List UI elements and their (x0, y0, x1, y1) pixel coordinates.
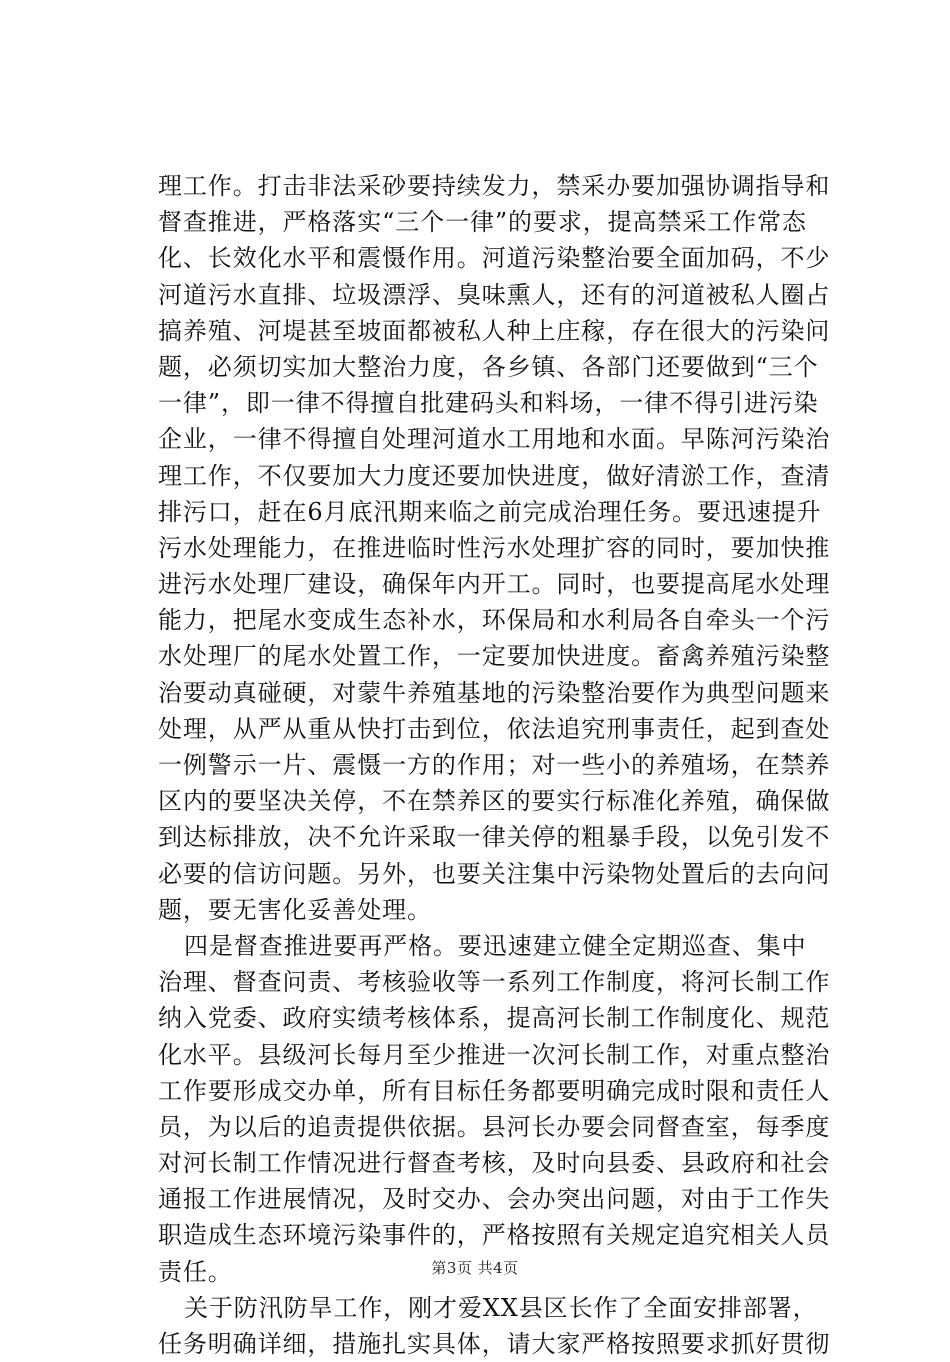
text-line: 进污水处理厂建设，确保年内开工。同时，也要提高尾水处理 (158, 570, 831, 599)
text-line: 理工作。打击非法采砂要持续发力，禁采办要加强协调指导和 (158, 172, 831, 200)
text-line: 化、长效化水平和震慑作用。河道污染整治要全面加码，不少 (158, 244, 831, 273)
paragraph-start-line: 四是督查推进要再严格。要迅速建立健全定期巡查、集中 (184, 931, 807, 960)
text-line: 污水处理能力，在推进临时性污水处理扩容的同时，要加快推 (158, 533, 831, 562)
text-line: 治要动真碰硬，对蒙牛养殖基地的污染整治要作为典型问题来 (158, 678, 831, 707)
text-line: 能力，把尾水变成生态补水，环保局和水利局各自牵头一个污 (158, 606, 831, 635)
text-line: 处理，从严从重从快打击到位，依法追究刑事责任，起到查处 (158, 714, 831, 743)
text-line: 工作要形成交办单，所有目标任务都要明确完成时限和责任人 (158, 1076, 831, 1105)
text-line: 题，要无害化妥善处理。 (158, 895, 432, 924)
text-line: 责任。 (158, 1257, 233, 1286)
text-line: 区内的要坚决关停，不在禁养区的要实行标准化养殖，确保做 (158, 787, 831, 816)
text-line: 到达标排放，决不允许采取一律关停的粗暴手段，以免引发不 (158, 823, 831, 852)
text-line: 化水平。县级河长每月至少推进一次河长制工作，对重点整治 (158, 1040, 831, 1069)
text-line: 任务明确详细，措施扎实具体，请大家严格按照要求抓好贯彻 (158, 1330, 831, 1358)
text-line: 理工作，不仅要加大力度还要加快进度，做好清淤工作，查清 (158, 461, 831, 490)
text-line: 员，为以后的追责提供依据。县河长办要会同督查室，每季度 (158, 1112, 831, 1141)
text-line: 题，必须切实加大整治力度，各乡镇、各部门还要做到“三个 (158, 352, 819, 381)
text-line: 必要的信访问题。另外，也要关注集中污染物处置后的去向问 (158, 859, 831, 888)
text-line: 纳入党委、政府实绩考核体系，提高河长制工作制度化、规范 (158, 1004, 831, 1033)
text-line: 一例警示一片、震慑一方的作用；对一些小的养殖场，在禁养 (158, 751, 831, 779)
page-number-footer: 第3页 共4页 (431, 1259, 519, 1277)
text-line: 搞养殖、河堤甚至坡面都被私人种上庄稼，存在很大的污染问 (158, 316, 831, 345)
text-line: 治理、督查问责、考核验收等一系列工作制度，将河长制工作 (158, 968, 831, 997)
text-line: 对河长制工作情况进行督查考核，及时向县委、县政府和社会 (158, 1149, 831, 1178)
text-line: 一律”，即一律不得擅自批建码头和料场，一律不得引进污染 (158, 389, 819, 418)
text-line: 排污口，赶在6月底汛期来临之前完成治理任务。要迅速提升 (158, 497, 822, 526)
text-line: 水处理厂的尾水处置工作，一定要加快进度。畜禽养殖污染整 (158, 642, 831, 671)
body-text (158, 168, 831, 1362)
text-line: 河道污水直排、垃圾漂浮、臭味熏人，还有的河道被私人圈占 (158, 280, 831, 309)
text-line: 督查推进，严格落实“三个一律”的要求，提高禁采工作常态 (158, 208, 807, 237)
text-line: 职造成生态环境污染事件的，严格按照有关规定追究相关人员 (158, 1221, 831, 1250)
text-line: 企业，一律不得擅自处理河道水工用地和水面。早陈河污染治 (158, 425, 831, 454)
text-line: 通报工作进展情况，及时交办、会办突出问题，对由于工作失 (158, 1185, 831, 1214)
paragraph-start-line: 关于防汛防旱工作，刚才爱XX县区长作了全面安排部署， (184, 1293, 818, 1322)
